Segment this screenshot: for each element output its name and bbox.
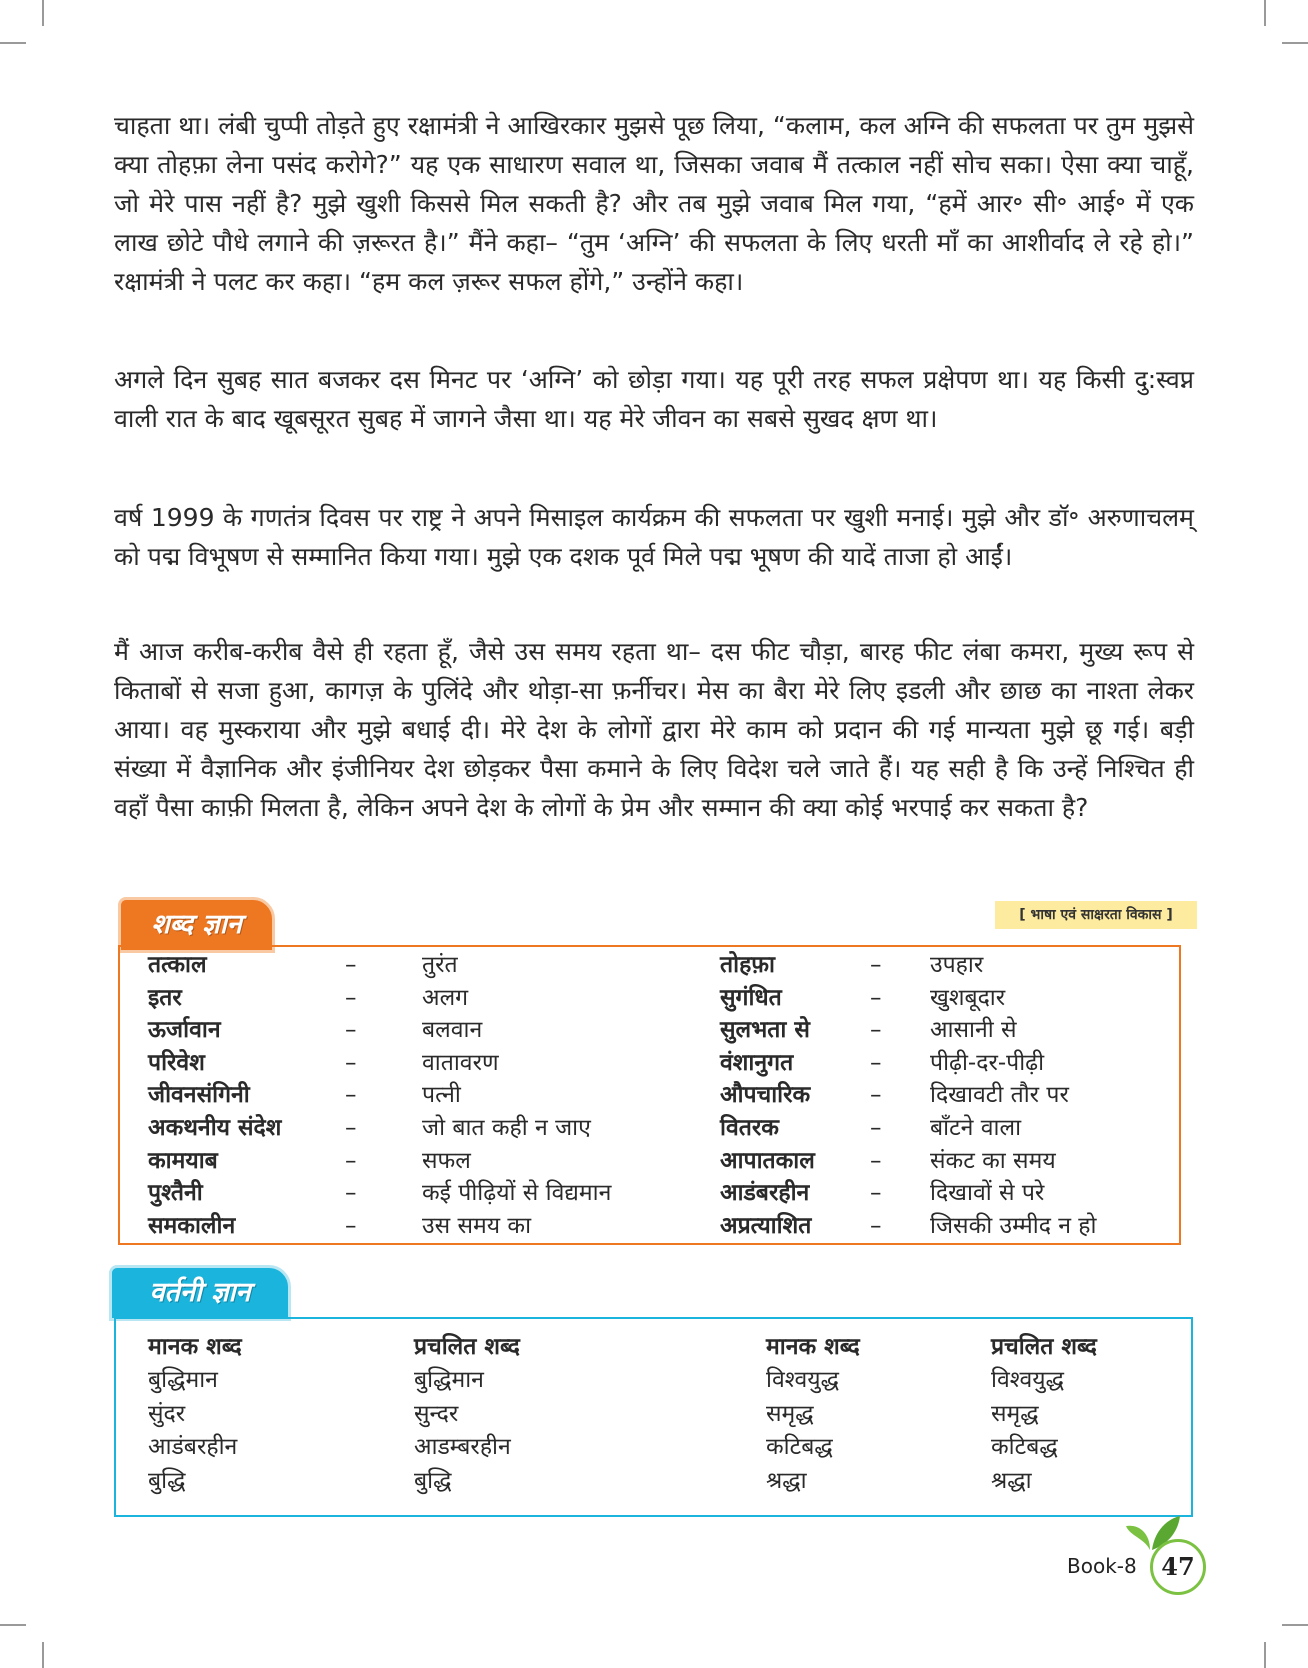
shabd-word: अकथनीय संदेश [148,1115,282,1141]
crop-mark [42,1642,44,1668]
shabd-dash: – [870,984,882,1011]
shabd-meaning: पीढ़ी-दर-पीढ़ी [930,1049,1045,1076]
shabd-word: आपातकाल [720,1147,815,1174]
shabd-dash: – [345,1147,357,1174]
vartani-row [116,1465,1191,1498]
shabd-dash: – [870,1017,882,1044]
shabd-word: आडंबरहीन [720,1180,810,1207]
crop-mark [42,0,44,26]
paragraph-4: मैं आज करीब-करीब वैसे ही रहता हूँ, जैसे उस समय रहता था– दस फीट चौड़ा, बारह फीट लंबा कमरा, मुख्य रूप से किताबों से सजा हुआ, कागज़ के पुलिंदे और थोड़ा-सा फ़र्नीचर। मेस का बैरा मेरे लिए इडली और छाछ का नाश्ता लेकर आया। वह मुस्कराया और मुझे बधाई दी। मेरे देश के लोगों द्वारा मेरे काम को प्रदान की गई मान्यता मुझे छू गई। बड़ी संख्या में वैज्ञानिक और इंजीनियर देश छोड़कर पैसा कमाने के लिए विदेश चले जाते हैं। यह सही है कि उन्हें निश्चित ही वहाँ पैसा काफ़ी मिलता है, लेकिन अपने देश के लोगों के प्रेम और सम्मान की क्या कोई भरपाई कर सकता है? [114,637,1194,822]
shabd-dash: – [870,952,882,978]
vartani-gyan-title: वर्तनी ज्ञान [109,1265,291,1321]
shabd-row [120,1047,1179,1080]
header-prachalit-1: प्रचलित शब्द [414,1334,520,1360]
manak-word: बुद्धिमान [148,1367,218,1393]
manak-word: कटिबद्ध [766,1434,833,1460]
crop-mark [1282,42,1308,44]
crop-mark [0,1624,26,1626]
shabd-row [120,982,1179,1015]
shabd-word: इतर [148,984,182,1011]
shabd-row [120,1112,1179,1145]
shabd-gyan-box [118,945,1181,1245]
manak-word: बुद्धि [148,1467,186,1494]
shabd-dash: – [345,1180,357,1207]
shabd-meaning: जिसकी उम्मीद न हो [930,1212,1097,1239]
shabd-word: ऊर्जावान [148,1017,221,1044]
shabd-dash: – [345,1049,357,1076]
shabd-word: जीवनसंगिनी [148,1082,250,1109]
manak-word: विश्वयुद्ध [766,1367,840,1393]
shabd-meaning: दिखावटी तौर पर [930,1082,1069,1109]
shabd-dash: – [870,1147,882,1174]
shabd-meaning: पत्नी [422,1082,461,1109]
shabd-row [120,1210,1179,1243]
shabd-word: वितरक [720,1115,779,1141]
manak-word: समृद्ध [766,1400,814,1427]
shabd-word: समकालीन [148,1212,236,1239]
shabd-meaning: जो बात कही न जाए [422,1115,591,1141]
paragraph-1: चाहता था। लंबी चुप्पी तोड़ते हुए रक्षामंत्री ने आखिरकार मुझसे पूछ लिया, “कलाम, कल अग्नि की सफलता पर तुम मुझसे क्या तोहफ़ा लेना पसंद करोगे?” यह एक साधारण सवाल था, जिसका जवाब मैं तत्काल नहीं सोच सका। ऐसा क्या चाहूँ, जो मेरे पास नहीं है? मुझे खुशी किससे मिल सकती है? और तब मुझे जवाब मिल गया, “हमें आर॰ सी॰ आई॰ में एक लाख छोटे पौधे लगाने की ज़रूरत है।” मैंने कहा– “तुम ‘अग्नि’ की सफलता के लिए धरती माँ का आशीर्वाद ले रहे हो।” रक्षामंत्री ने पलट कर कहा। “हम कल ज़रूर सफल होंगे,” उन्होंने कहा। [114,111,1194,296]
vartani-header-row [116,1331,1191,1364]
shabd-word: वंशानुगत [720,1049,794,1076]
vartani-row [116,1431,1191,1464]
shabd-row [120,949,1179,982]
shabd-row [120,1177,1179,1210]
shabd-dash: – [345,1115,357,1141]
prachalit-word: कटिबद्ध [991,1434,1058,1460]
prachalit-word: श्रद्धा [991,1467,1032,1494]
manak-word: आडंबरहीन [148,1434,238,1460]
prachalit-word: सुन्दर [414,1400,459,1427]
shabd-word: पुश्तैनी [148,1180,203,1207]
paragraph-3: वर्ष 1999 के गणतंत्र दिवस पर राष्ट्र ने अपने मिसाइल कार्यक्रम की सफलता पर खुशी मनाई। मुझे और डॉ॰ अरुणाचलम् को पद्म विभूषण से सम्मानित किया गया। मुझे एक दशक पूर्व मिले पद्म भूषण की यादें ताजा हो आईं। [114,503,1194,571]
shabd-row [120,1014,1179,1047]
shabd-meaning: उस समय का [422,1212,532,1239]
shabd-meaning: कई पीढ़ियों से विद्यमान [422,1180,612,1207]
shabd-word: अप्रत्याशित [720,1212,812,1239]
crop-mark [1264,0,1266,26]
shabd-meaning: खुशबूदार [930,984,1006,1011]
shabd-dash: – [870,1115,882,1141]
manak-word: सुंदर [148,1400,186,1427]
skill-tag: [ भाषा एवं साक्षरता विकास ] [995,901,1197,929]
shabd-dash: – [345,1082,357,1109]
shabd-word: सुगंधित [720,984,782,1011]
shabd-meaning: बाँटने वाला [930,1115,1022,1141]
shabd-meaning: तुरंत [422,952,458,978]
vartani-row [116,1398,1191,1431]
manak-word: श्रद्धा [766,1467,807,1494]
vartani-row [116,1364,1191,1397]
shabd-meaning: वातावरण [422,1049,499,1076]
shabd-word: औपचारिक [720,1082,811,1109]
shabd-meaning: उपहार [930,952,984,978]
shabd-dash: – [345,1017,357,1044]
shabd-dash: – [345,984,357,1011]
shabd-dash: – [870,1180,882,1207]
page-number: 47 [1150,1539,1206,1595]
shabd-meaning: अलग [422,984,469,1011]
shabd-meaning: सफल [422,1147,471,1174]
header-manak-1: मानक शब्द [148,1334,242,1360]
shabd-word: सुलभता से [720,1017,810,1044]
shabd-dash: – [345,1212,357,1239]
shabd-dash: – [345,952,357,978]
shabd-word: तोहफ़ा [720,952,775,978]
vartani-gyan-box [114,1317,1193,1517]
shabd-meaning: संकट का समय [930,1147,1056,1174]
crop-mark [1282,1624,1308,1626]
shabd-row [120,1079,1179,1112]
shabd-word: कामयाब [148,1147,218,1174]
shabd-dash: – [870,1049,882,1076]
shabd-meaning: बलवान [422,1017,483,1044]
header-manak-2: मानक शब्द [766,1334,860,1360]
book-label: Book-8 [1067,1554,1137,1578]
prachalit-word: बुद्धि [414,1467,452,1494]
shabd-dash: – [870,1082,882,1109]
shabd-meaning: दिखावों से परे [930,1180,1045,1207]
shabd-meaning: आसानी से [930,1017,1017,1044]
shabd-dash: – [870,1212,882,1239]
shabd-row [120,1145,1179,1178]
shabd-word: परिवेश [148,1049,205,1076]
shabd-word: तत्काल [148,952,207,978]
prachalit-word: बुद्धिमान [414,1367,484,1393]
crop-mark [0,42,26,44]
prachalit-word: विश्वयुद्ध [991,1367,1065,1393]
crop-mark [1264,1642,1266,1668]
prachalit-word: समृद्ध [991,1400,1039,1427]
shabd-gyan-title: शब्द ज्ञान [118,897,275,953]
paragraph-2: अगले दिन सुबह सात बजकर दस मिनट पर ‘अग्नि’ को छोड़ा गया। यह पूरी तरह सफल प्रक्षेपण था। यह किसी दु:स्वप्न वाली रात के बाद खूबसूरत सुबह में जागने जैसा था। यह मेरे जीवन का सबसे सुखद क्षण था। [114,365,1194,433]
header-prachalit-2: प्रचलित शब्द [991,1334,1097,1360]
prachalit-word: आडम्बरहीन [414,1434,511,1460]
